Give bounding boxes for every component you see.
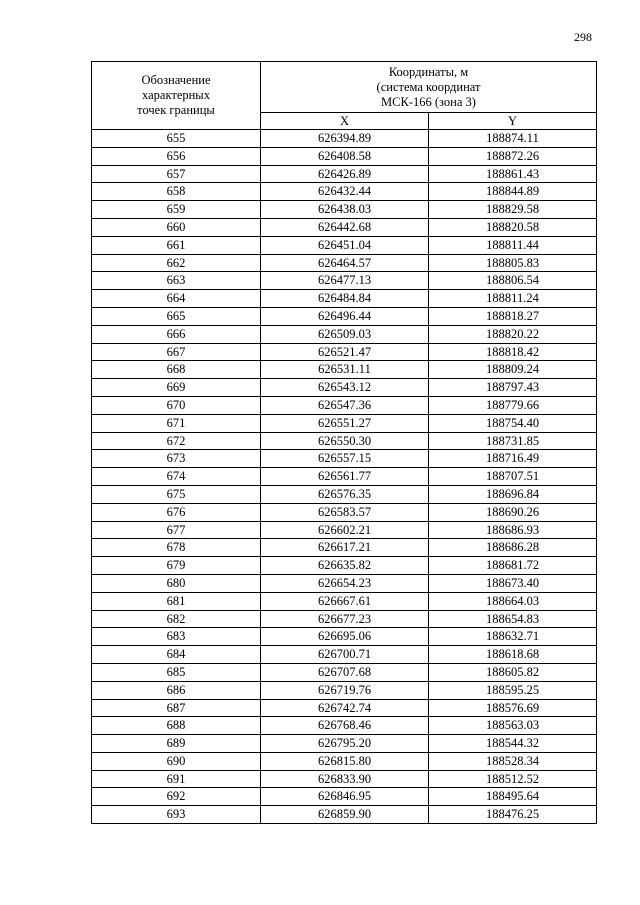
page-number: 298 <box>574 30 592 44</box>
point-number-cell: 671 <box>92 414 261 432</box>
x-coordinate-cell: 626464.57 <box>261 254 429 272</box>
x-coordinate-cell: 626426.89 <box>261 165 429 183</box>
x-coordinate-cell: 626438.03 <box>261 201 429 219</box>
point-number-cell: 685 <box>92 663 261 681</box>
point-number-cell: 667 <box>92 343 261 361</box>
table-row <box>92 735 597 753</box>
point-number-cell: 658 <box>92 183 261 201</box>
table-row <box>92 343 597 361</box>
table-row <box>92 379 597 397</box>
table-row <box>92 592 597 610</box>
point-number-cell: 688 <box>92 717 261 735</box>
y-coordinate-cell: 188563.03 <box>429 717 597 735</box>
y-coordinate-cell: 188818.42 <box>429 343 597 361</box>
coordinates-table <box>91 61 597 824</box>
point-number-cell: 680 <box>92 574 261 592</box>
table-row <box>92 414 597 432</box>
table-body <box>92 130 597 824</box>
point-number-cell: 691 <box>92 770 261 788</box>
y-coordinate-cell: 188872.26 <box>429 147 597 165</box>
header-y: Y <box>429 113 597 130</box>
table-row <box>92 432 597 450</box>
x-coordinate-cell: 626695.06 <box>261 628 429 646</box>
header-coords-line: МСК-166 (зона 3) <box>381 94 476 109</box>
point-number-cell: 689 <box>92 735 261 753</box>
point-number-cell: 681 <box>92 592 261 610</box>
x-coordinate-cell: 626531.11 <box>261 361 429 379</box>
x-coordinate-cell: 626484.84 <box>261 290 429 308</box>
x-coordinate-cell: 626768.46 <box>261 717 429 735</box>
header-coords-line: (система координат <box>376 79 481 94</box>
table-row <box>92 717 597 735</box>
y-coordinate-cell: 188754.40 <box>429 414 597 432</box>
y-coordinate-cell: 188779.66 <box>429 396 597 414</box>
y-coordinate-cell: 188544.32 <box>429 735 597 753</box>
header-point-line: Обозначение <box>141 73 211 87</box>
point-number-cell: 673 <box>92 450 261 468</box>
x-coordinate-cell: 626551.27 <box>261 414 429 432</box>
table-row <box>92 236 597 254</box>
x-coordinate-cell: 626547.36 <box>261 396 429 414</box>
y-coordinate-cell: 188861.43 <box>429 165 597 183</box>
point-number-cell: 682 <box>92 610 261 628</box>
x-coordinate-cell: 626442.68 <box>261 218 429 236</box>
x-coordinate-cell: 626667.61 <box>261 592 429 610</box>
point-number-cell: 692 <box>92 788 261 806</box>
table-row <box>92 788 597 806</box>
x-coordinate-cell: 626408.58 <box>261 147 429 165</box>
point-number-cell: 660 <box>92 218 261 236</box>
point-number-cell: 661 <box>92 236 261 254</box>
point-number-cell: 678 <box>92 539 261 557</box>
y-coordinate-cell: 188576.69 <box>429 699 597 717</box>
point-number-cell: 690 <box>92 752 261 770</box>
y-coordinate-cell: 188809.24 <box>429 361 597 379</box>
table-row <box>92 254 597 272</box>
x-coordinate-cell: 626521.47 <box>261 343 429 361</box>
table-row <box>92 770 597 788</box>
point-number-cell: 655 <box>92 130 261 148</box>
header-x: X <box>261 113 429 130</box>
table-row <box>92 130 597 148</box>
table-row <box>92 503 597 521</box>
x-coordinate-cell: 626451.04 <box>261 236 429 254</box>
x-coordinate-cell: 626677.23 <box>261 610 429 628</box>
table-row <box>92 663 597 681</box>
header-point-designation <box>92 62 261 130</box>
table-row <box>92 307 597 325</box>
y-coordinate-cell: 188829.58 <box>429 201 597 219</box>
y-coordinate-cell: 188820.22 <box>429 325 597 343</box>
y-coordinate-cell: 188495.64 <box>429 788 597 806</box>
point-number-cell: 677 <box>92 521 261 539</box>
table-row <box>92 325 597 343</box>
x-coordinate-cell: 626550.30 <box>261 432 429 450</box>
table-row <box>92 557 597 575</box>
y-coordinate-cell: 188805.83 <box>429 254 597 272</box>
point-number-cell: 668 <box>92 361 261 379</box>
x-coordinate-cell: 626477.13 <box>261 272 429 290</box>
table-row <box>92 628 597 646</box>
x-coordinate-cell: 626654.23 <box>261 574 429 592</box>
point-number-cell: 693 <box>92 806 261 824</box>
table-row <box>92 450 597 468</box>
x-coordinate-cell: 626707.68 <box>261 663 429 681</box>
point-number-cell: 684 <box>92 646 261 664</box>
y-coordinate-cell: 188664.03 <box>429 592 597 610</box>
x-coordinate-cell: 626543.12 <box>261 379 429 397</box>
y-coordinate-cell: 188690.26 <box>429 503 597 521</box>
point-number-cell: 676 <box>92 503 261 521</box>
y-coordinate-cell: 188811.44 <box>429 236 597 254</box>
table-row <box>92 361 597 379</box>
point-number-cell: 666 <box>92 325 261 343</box>
x-coordinate-cell: 626576.35 <box>261 485 429 503</box>
point-number-cell: 674 <box>92 468 261 486</box>
x-coordinate-cell: 626795.20 <box>261 735 429 753</box>
point-number-cell: 675 <box>92 485 261 503</box>
header-coordinates <box>261 62 597 113</box>
point-number-cell: 664 <box>92 290 261 308</box>
table-row <box>92 574 597 592</box>
x-coordinate-cell: 626583.57 <box>261 503 429 521</box>
header-coords-line: Координаты, м <box>388 64 469 79</box>
y-coordinate-cell: 188528.34 <box>429 752 597 770</box>
x-coordinate-cell: 626815.80 <box>261 752 429 770</box>
table-row <box>92 218 597 236</box>
y-coordinate-cell: 188696.84 <box>429 485 597 503</box>
header-point-line: точек границы <box>137 103 215 117</box>
table-row <box>92 699 597 717</box>
table-row <box>92 521 597 539</box>
y-coordinate-cell: 188731.85 <box>429 432 597 450</box>
x-coordinate-cell: 626602.21 <box>261 521 429 539</box>
point-number-cell: 662 <box>92 254 261 272</box>
table-row <box>92 752 597 770</box>
x-coordinate-cell: 626561.77 <box>261 468 429 486</box>
x-coordinate-cell: 626617.21 <box>261 539 429 557</box>
point-number-cell: 679 <box>92 557 261 575</box>
table-row <box>92 165 597 183</box>
y-coordinate-cell: 188820.58 <box>429 218 597 236</box>
y-coordinate-cell: 188844.89 <box>429 183 597 201</box>
y-coordinate-cell: 188686.93 <box>429 521 597 539</box>
table-row <box>92 201 597 219</box>
point-number-cell: 656 <box>92 147 261 165</box>
y-coordinate-cell: 188605.82 <box>429 663 597 681</box>
table-row <box>92 539 597 557</box>
table-row <box>92 147 597 165</box>
y-coordinate-cell: 188632.71 <box>429 628 597 646</box>
table-row <box>92 681 597 699</box>
x-coordinate-cell: 626742.74 <box>261 699 429 717</box>
x-coordinate-cell: 626509.03 <box>261 325 429 343</box>
x-coordinate-cell: 626833.90 <box>261 770 429 788</box>
table-row <box>92 610 597 628</box>
y-coordinate-cell: 188797.43 <box>429 379 597 397</box>
x-coordinate-cell: 626719.76 <box>261 681 429 699</box>
x-coordinate-cell: 626635.82 <box>261 557 429 575</box>
table-row <box>92 646 597 664</box>
x-coordinate-cell: 626432.44 <box>261 183 429 201</box>
y-coordinate-cell: 188512.52 <box>429 770 597 788</box>
y-coordinate-cell: 188673.40 <box>429 574 597 592</box>
x-coordinate-cell: 626496.44 <box>261 307 429 325</box>
x-coordinate-cell: 626394.89 <box>261 130 429 148</box>
y-coordinate-cell: 188654.83 <box>429 610 597 628</box>
y-coordinate-cell: 188618.68 <box>429 646 597 664</box>
table-row <box>92 272 597 290</box>
table-row <box>92 485 597 503</box>
point-number-cell: 659 <box>92 201 261 219</box>
header-point-line: характерных <box>142 88 210 102</box>
y-coordinate-cell: 188874.11 <box>429 130 597 148</box>
table-row <box>92 183 597 201</box>
point-number-cell: 686 <box>92 681 261 699</box>
point-number-cell: 665 <box>92 307 261 325</box>
table-row <box>92 396 597 414</box>
x-coordinate-cell: 626846.95 <box>261 788 429 806</box>
y-coordinate-cell: 188811.24 <box>429 290 597 308</box>
x-coordinate-cell: 626700.71 <box>261 646 429 664</box>
y-coordinate-cell: 188716.49 <box>429 450 597 468</box>
point-number-cell: 663 <box>92 272 261 290</box>
point-number-cell: 687 <box>92 699 261 717</box>
point-number-cell: 669 <box>92 379 261 397</box>
point-number-cell: 670 <box>92 396 261 414</box>
y-coordinate-cell: 188595.25 <box>429 681 597 699</box>
y-coordinate-cell: 188818.27 <box>429 307 597 325</box>
y-coordinate-cell: 188476.25 <box>429 806 597 824</box>
table-row <box>92 290 597 308</box>
y-coordinate-cell: 188686.28 <box>429 539 597 557</box>
x-coordinate-cell: 626859.90 <box>261 806 429 824</box>
point-number-cell: 672 <box>92 432 261 450</box>
table-row <box>92 468 597 486</box>
point-number-cell: 657 <box>92 165 261 183</box>
y-coordinate-cell: 188806.54 <box>429 272 597 290</box>
y-coordinate-cell: 188707.51 <box>429 468 597 486</box>
table-row <box>92 806 597 824</box>
point-number-cell: 683 <box>92 628 261 646</box>
y-coordinate-cell: 188681.72 <box>429 557 597 575</box>
x-coordinate-cell: 626557.15 <box>261 450 429 468</box>
